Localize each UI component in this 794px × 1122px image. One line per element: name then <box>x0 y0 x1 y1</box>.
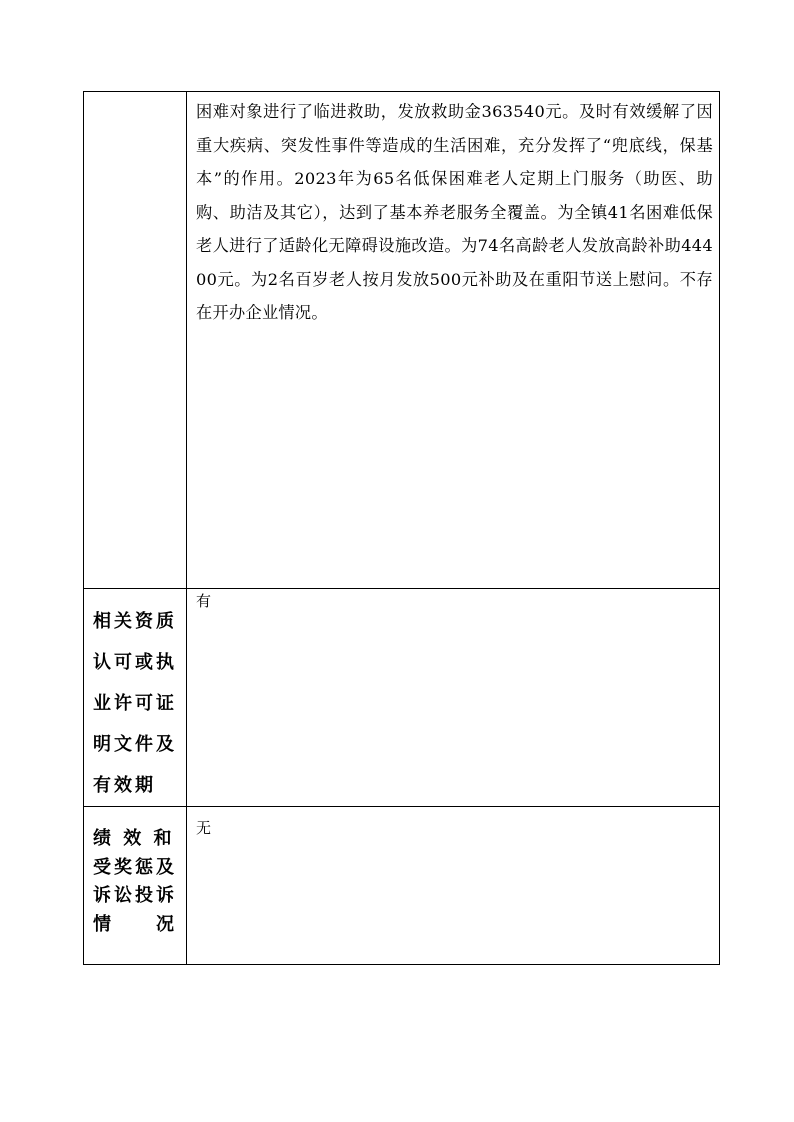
qualification-label <box>84 589 186 806</box>
label-line: 相关资质 <box>93 611 177 632</box>
label-cell-empty <box>84 92 187 589</box>
label-line: 明文件及 <box>93 734 177 755</box>
qualification-value: 有 <box>196 592 212 610</box>
performance-value: 无 <box>196 819 212 837</box>
report-table <box>83 91 720 965</box>
label-line: 业许可证 <box>93 693 177 714</box>
table-row <box>84 589 720 807</box>
content-cell-performance <box>187 807 720 965</box>
table-row <box>84 807 720 965</box>
label-cell-qualification <box>84 589 187 807</box>
label-line: 受奖惩及 <box>93 856 177 878</box>
label-cell-performance <box>84 807 187 965</box>
main-paragraph: 困难对象进行了临进救助，发放救助金363540元。及时有效缓解了因重大疾病、突发性事件等造成的生活困难，充分发挥了“兜底线，保基本”的作用。2023年为65名低保困难老人定期上门服务（助医、助购、助洁及其它），达到了基本养老服务全覆盖。为全镇41名困难低保老人进行了适龄化无障碍设施改造。为74名高龄老人发放高龄补助44400元。为2名百岁老人按月发放500元补助及在重阳节送上慰问。不存在开办企业情况。 <box>196 102 713 322</box>
performance-label <box>84 807 186 939</box>
content-cell-main <box>187 92 720 589</box>
label-line: 情 况 <box>93 913 177 935</box>
label-line: 有效期 <box>93 775 156 796</box>
label-line: 诉讼投诉 <box>93 885 177 906</box>
label-line: 绩 效 和 <box>93 828 175 849</box>
content-cell-qualification <box>187 589 720 807</box>
label-line: 认可或执 <box>93 652 177 673</box>
table-row <box>84 92 720 589</box>
